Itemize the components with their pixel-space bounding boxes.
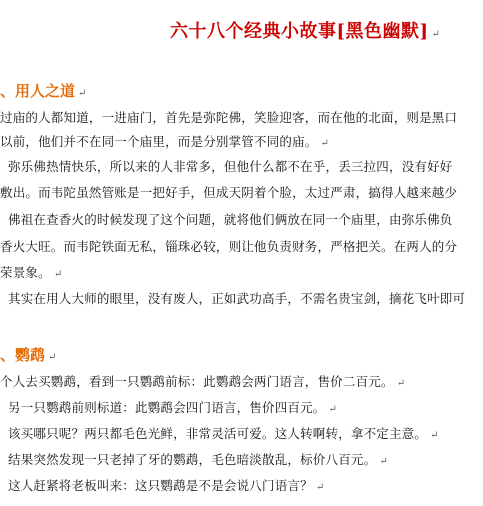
paragraph-line <box>0 374 405 392</box>
paragraph-mark-icon: ↵ <box>53 269 63 280</box>
paragraph-mark-icon: ↵ <box>48 352 57 363</box>
paragraph-line <box>8 478 324 496</box>
paragraph-line-text: 佛祖在查香火的时候发现了这个问题，就将他们俩放在同一个庙里，由弥乐佛负 <box>8 212 453 227</box>
section-heading-1 <box>0 80 86 101</box>
paragraph-line-text: 以前，他们并不在同一个庙里，而是分别掌管不同的庙。 <box>0 134 318 149</box>
paragraph-line <box>8 426 439 444</box>
paragraph-line-text: 香火大旺。而韦陀铁面无私，锱珠必较，则让他负责财务，严格把关。在两人的分 <box>0 239 458 254</box>
paragraph-mark-icon: ↵ <box>315 482 325 493</box>
paragraph-mark-icon: ↵ <box>431 29 441 40</box>
paragraph-line-text: 过庙的人都知道，一进庙门，首先是弥陀佛，笑脸迎客，而在他的北面，则是黑口 <box>0 110 458 125</box>
section-heading-2 <box>0 344 56 365</box>
section-heading-1-text: 、用人之道 <box>0 82 76 100</box>
paragraph-line <box>8 400 337 418</box>
paragraph-line-text: 敷出。而韦陀虽然管账是一把好手，但成天阴着个脸，太过严肃，搞得人越来越少 <box>0 185 458 200</box>
document-title-text: 六十八个经典小故事[黑色幽默] <box>170 21 429 42</box>
paragraph-line <box>8 452 388 470</box>
paragraph-line <box>8 212 453 228</box>
paragraph-line <box>8 159 453 175</box>
paragraph-mark-icon: ↵ <box>328 404 338 415</box>
paragraph-mark-icon: ↵ <box>320 138 330 149</box>
paragraph-line <box>0 110 457 126</box>
paragraph-mark-icon: ↵ <box>78 88 87 99</box>
paragraph-mark-icon: ↵ <box>396 378 406 389</box>
paragraph-line <box>0 134 329 152</box>
paragraph-line <box>0 265 62 283</box>
section-heading-2-text: 、鹦鹉 <box>0 346 46 364</box>
paragraph-line-text: 弥乐佛热情快乐，所以来的人非常多，但他什么都不在乎，丢三拉四，没有好好 <box>8 159 453 174</box>
paragraph-line-text: 结果突然发现一只老掉了牙的鹦鹉，毛色暗淡散乱，标价八百元。 <box>8 452 377 467</box>
paragraph-line-text: 这人赶紧将老板叫来：这只鹦鹉是不是会说八门语言？ <box>8 478 313 493</box>
paragraph-line <box>8 291 465 307</box>
paragraph-line-text: 个人去买鹦鹉，看到一只鹦鹉前标：此鹦鹉会两门语言，售价二百元。 <box>0 374 394 389</box>
paragraph-line <box>0 239 457 255</box>
paragraph-line-text: 荣景象。 <box>0 265 51 280</box>
paragraph-line-text: 其实在用人大师的眼里，没有废人，正如武功高手，不需名贵宝剑，摘花飞叶即可 <box>8 291 466 306</box>
paragraph-mark-icon: ↵ <box>379 456 388 467</box>
document-title <box>170 17 440 43</box>
paragraph-line-text: 另一只鹦鹉前则标道：此鹦鹉会四门语言，售价四百元。 <box>8 400 326 415</box>
paragraph-mark-icon: ↵ <box>430 430 439 441</box>
paragraph-line-text: 该买哪只呢？两只都毛色光鲜，非常灵活可爱。这人转啊转，拿不定主意。 <box>8 426 428 441</box>
paragraph-line <box>0 185 457 201</box>
